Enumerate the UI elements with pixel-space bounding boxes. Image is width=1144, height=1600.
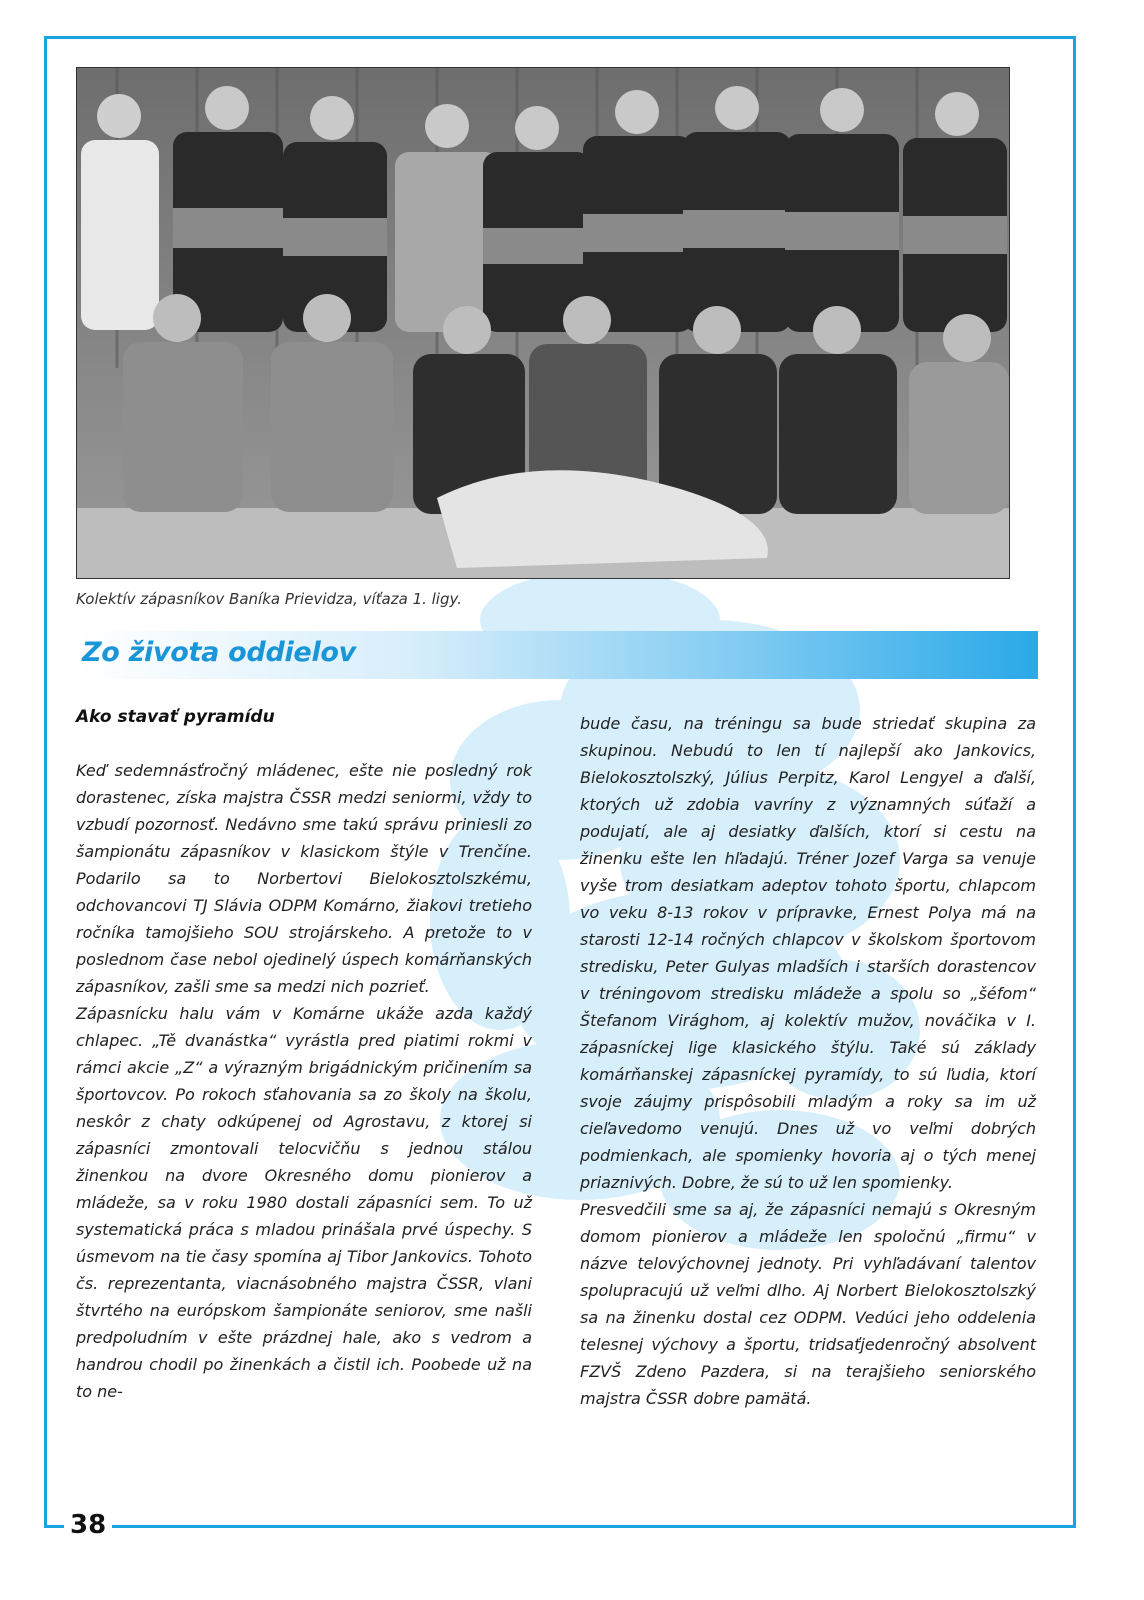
section-banner (76, 631, 1038, 679)
article-paragraph: Keď sedemnásťročný mládenec, ešte nie posledný rok dorastenec, získa majstra ČSSR medzi seniormi, vždy to vzbudí pozornosť. Nedávno sme takú správu priniesli zo šampionátu zápasníkov v klasickom štýle v Trenčíne. Podarilo sa to Norbertovi Bielokosztolszkému, odchovancovi TJ Slávia ODPM Komárno, žiakovi tretieho ročníka tamojšieho SOU strojárskeho. A pretože to v poslednom čase nebol ojedinelý úspech komárňanských zápasníkov, zašli sme sa medzi nich pozrieť. (76, 761, 532, 996)
article-column-right (580, 710, 1036, 1412)
team-photo (76, 67, 1010, 579)
page-number: 38 (64, 1510, 112, 1540)
photo-caption: Kolektív zápasníkov Baníka Prievidza, víťaza 1. ligy. (76, 590, 462, 608)
section-title: Zo života oddielov (82, 637, 356, 668)
article-paragraph: Presvedčili sme sa aj, že zápasníci nemajú s Okresným domom pionierov a mládeže len spoločnú „firmu“ v názve telovýchovnej jednoty. Pri vyhľadávaní talentov spolupracujú už veľmi dlho. Aj Norbert Bielokosztolszký sa na žinenku dostal cez ODPM. Vedúci jeho oddelenia telesnej výchovy a športu, tridsaťjedenročný absolvent FZVŠ Zdeno Pazdera, si na terajšieho seniorského majstra ČSSR dobre pamätá. (580, 1200, 1036, 1408)
article-heading: Ako stavať pyramídu (76, 707, 275, 727)
article-paragraph: Zápasnícku halu vám v Komárne ukáže azda každý chlapec. „Tě dvanástka“ vyrástla pred piatimi rokmi v rámci akcie „Z“ a výrazným brigádnickým pričinením sa športovcov. Po rokoch sťahovania sa zo školy na školu, neskôr z chaty odkúpenej od Agrostavu, z ktorej si zápasníci zmontovali telocvičňu s jednou stálou žinenkou na dvore Okresného domu pionierov a mládeže, sa v roku 1980 dostali zápasníci sem. To už systematická práca s mladou prinášala prvé úspechy. S úsmevom na tie časy spomína aj Tibor Jankovics. Tohoto čs. reprezentanta, viacnásobného majstra ČSSR, vlani štvrtého na európskom šampionáte seniorov, sme našli predpoludním v ešte prázdnej hale, ako s vedrom a handrou chodil po žinenkách a čistil ich. Poobede už na to ne- (76, 1004, 532, 1401)
article-column-left (76, 704, 532, 1405)
article-paragraph: bude času, na tréningu sa bude striedať skupina za skupinou. Nebudú to len tí najlepší ako Jankovics, Bielokosztolszký, Július Perpitz, Karol Lengyel a ďalší, ktorých už zdobia vavríny z významných súťaží a podujatí, ale aj desiatky ďalších, ktorí si cestu na žinenku ešte len hľadajú. Tréner Jozef Varga sa venuje vyše trom desiatkam adeptov tohoto športu, chlapcom vo veku 8-13 rokov v prípravke, Ernest Polya má na starosti 12-14 ročných chlapcov v školskom športovom stredisku, Peter Gulyas mladších i starších dorastencov v tréningovom stredisku mládeže a spolu so „šéfom“ Štefanom Virághom, aj kolektív mužov, nováčika v I. zápasníckej lige klasického štýlu. Také sú základy komárňanskej zápasníckej pyramídy, to sú ľudia, ktorí svoje záujmy prispôsobili mladým a roky sa im už cieľavedomo venujú. Dnes už vo veľmi dobrých podmienkach, ale spomienky hovoria aj o tých menej priaznivých. Dobre, že sú to už len spomienky. (580, 714, 1036, 1192)
team-photo-illustration (77, 68, 1010, 579)
